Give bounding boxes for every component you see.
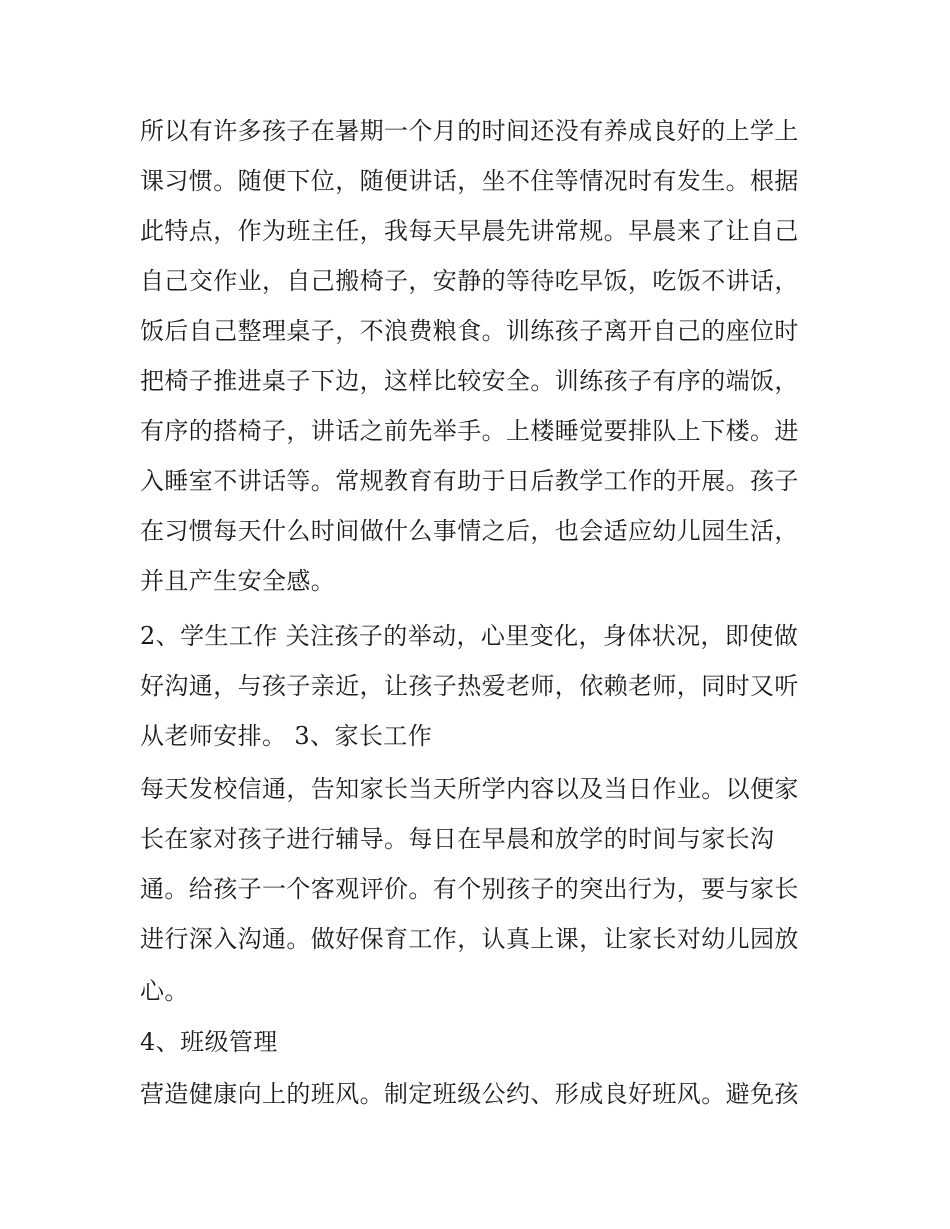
text-line: 好沟通，与孩子亲近，让孩子热爱老师，依赖老师，同时又听	[140, 672, 799, 700]
text-line: 通。给孩子一个客观评价。有个别孩子的突出行为，要与家长	[140, 875, 799, 903]
text-line: 有序的搭椅子，讲话之前先举手。上楼睡觉要排队上下楼。进	[140, 417, 799, 445]
text-line: 心。	[140, 977, 189, 1005]
text-line: 课习惯。随便下位，随便讲话，坐不住等情况时有发生。根据	[140, 167, 799, 195]
text-line: 入睡室不讲话等。常规教育有助于日后教学工作的开展。孩子	[140, 467, 799, 495]
text-line: 此特点，作为班主任，我每天早晨先讲常规。早晨来了让自己	[140, 217, 799, 245]
text-line: 每天发校信通，告知家长当天所学内容以及当日作业。以便家	[140, 775, 799, 803]
text-line: 把椅子推进桌子下边，这样比较安全。训练孩子有序的端饭，	[140, 367, 799, 395]
section-heading-class-management: 4、班级管理	[140, 1028, 278, 1056]
text-line: 自己交作业，自己搬椅子，安静的等待吃早饭，吃饭不讲话，	[140, 267, 799, 295]
text-line: 饭后自己整理桌子，不浪费粮食。训练孩子离开自己的座位时	[140, 317, 799, 345]
section-heading-parent-work: 从老师安排。 3、家长工作	[140, 722, 433, 750]
text-line: 在习惯每天什么时间做什么事情之后，也会适应幼儿园生活，	[140, 517, 799, 545]
section-heading-student-work: 2、学生工作 关注孩子的举动，心里变化，身体状况，即使做	[140, 622, 799, 650]
text-line: 进行深入沟通。做好保育工作，认真上课，让家长对幼儿园放	[140, 925, 799, 953]
text-line: 并且产生安全感。	[140, 567, 336, 595]
text-line: 所以有许多孩子在暑期一个月的时间还没有养成良好的上学上	[140, 117, 799, 145]
text-line: 营造健康向上的班风。制定班级公约、形成良好班风。避免孩	[140, 1080, 799, 1108]
text-line: 长在家对孩子进行辅导。每日在早晨和放学的时间与家长沟	[140, 825, 775, 853]
